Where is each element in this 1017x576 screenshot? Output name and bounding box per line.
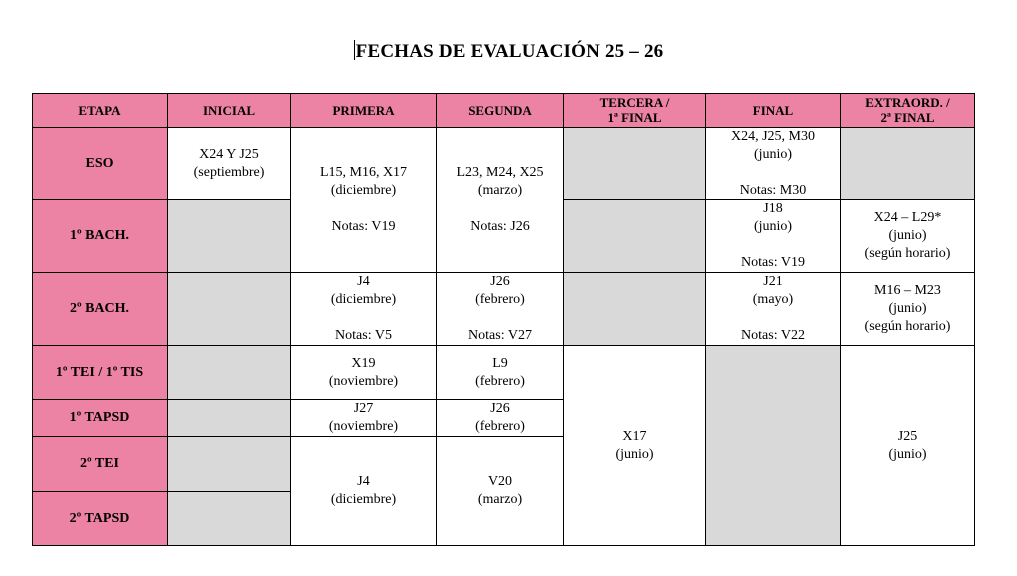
empty-cell bbox=[168, 273, 291, 346]
cell-tapsd1-segunda: J26 (febrero) bbox=[437, 400, 564, 437]
empty-cell bbox=[706, 346, 841, 546]
empty-cell bbox=[841, 128, 975, 200]
empty-cell bbox=[168, 437, 291, 492]
cell-eso-bach1-segunda: L23, M24, X25 (marzo) Notas: J26 bbox=[437, 128, 564, 273]
cell-bach1-final: J18 (junio) Notas: V19 bbox=[706, 200, 841, 273]
cell-eso-final: X24, J25, M30 (junio) Notas: M30 bbox=[706, 128, 841, 200]
cell-eso-inicial: X24 Y J25 (septiembre) bbox=[168, 128, 291, 200]
cell-tei1-segunda: L9 (febrero) bbox=[437, 346, 564, 400]
empty-cell bbox=[168, 346, 291, 400]
header-segunda: SEGUNDA bbox=[437, 93, 564, 128]
header-primera: PRIMERA bbox=[291, 93, 437, 128]
header-inicial: INICIAL bbox=[168, 93, 291, 128]
page-title: FECHAS DE EVALUACIÓN 25 – 26 bbox=[355, 41, 664, 62]
cell-bach1-extra: X24 – L29* (junio) (según horario) bbox=[841, 200, 975, 273]
cell-fp-tercera: X17 (junio) bbox=[564, 346, 706, 546]
cell-fp-extra: J25 (junio) bbox=[841, 346, 975, 546]
empty-cell bbox=[168, 492, 291, 546]
cell-bach2-extra: M16 – M23 (junio) (según horario) bbox=[841, 273, 975, 346]
stage-2-tei: 2º TEI bbox=[32, 437, 168, 492]
empty-cell bbox=[564, 273, 706, 346]
header-final: FINAL bbox=[706, 93, 841, 128]
cell-bach2-final: J21 (mayo) Notas: V22 bbox=[706, 273, 841, 346]
stage-eso: ESO bbox=[32, 128, 168, 200]
stage-1-tapsd: 1º TAPSD bbox=[32, 400, 168, 437]
empty-cell bbox=[564, 128, 706, 200]
header-extraord: EXTRAORD. / 2ª FINAL bbox=[841, 93, 975, 128]
cell-tapsd1-primera: J27 (noviembre) bbox=[291, 400, 437, 437]
header-etapa: ETAPA bbox=[32, 93, 168, 128]
header-tercera: TERCERA / 1ª FINAL bbox=[564, 93, 706, 128]
empty-cell bbox=[168, 400, 291, 437]
empty-cell bbox=[564, 200, 706, 273]
cell-bach2-primera: J4 (diciembre) Notas: V5 bbox=[291, 273, 437, 346]
stage-1-tei-tis: 1º TEI / 1º TIS bbox=[32, 346, 168, 400]
stage-1-bach: 1º BACH. bbox=[32, 200, 168, 273]
cell-bach2-segunda: J26 (febrero) Notas: V27 bbox=[437, 273, 564, 346]
stage-2-tapsd: 2º TAPSD bbox=[32, 492, 168, 546]
empty-cell bbox=[168, 200, 291, 273]
cell-2nd-year-segunda: V20 (marzo) bbox=[437, 437, 564, 546]
cell-eso-bach1-primera: L15, M16, X17 (diciembre) Notas: V19 bbox=[291, 128, 437, 273]
stage-2-bach: 2º BACH. bbox=[32, 273, 168, 346]
cell-2nd-year-primera: J4 (diciembre) bbox=[291, 437, 437, 546]
cell-tei1-primera: X19 (noviembre) bbox=[291, 346, 437, 400]
